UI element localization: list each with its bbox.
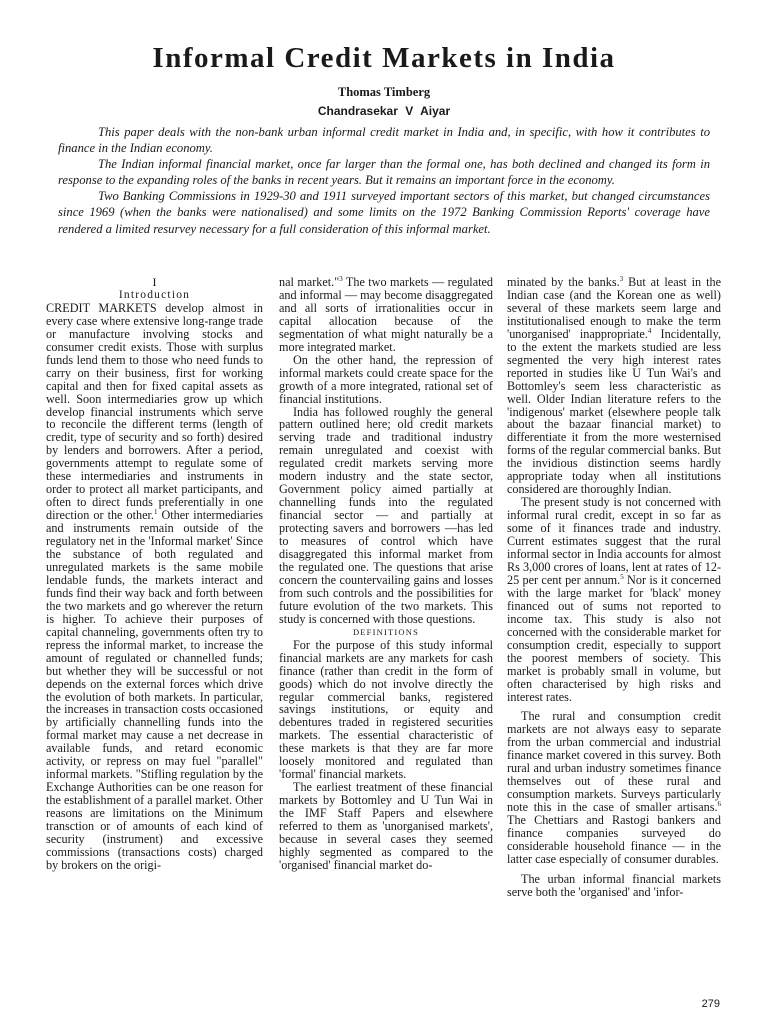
section-number: I xyxy=(152,275,157,289)
abstract xyxy=(58,124,710,237)
abstract-paragraph: The Indian informal financial market, once far larger than the formal one, has both declined and changed its form in response to the expanding roles of the banks in recent years. But it remains an important force in the economy. xyxy=(58,157,710,188)
footnote-marker: 3 xyxy=(339,274,343,283)
footnote-marker: 3 xyxy=(619,274,624,283)
body-paragraph: India has followed roughly the general pattern outlined here; old credit markets serving trade and traditional industry remain unregulated and coexist with regulated credit markets serving more modern industry and the state sector, Government policy aimed partially at channelling funds into the regulated financial sector — and partially at protecting savers and borrowers —has led to measures of control which have disaggregated this informal market from the regulated one. The questions that arise concern the countervailing gains and losses from such controls and the possibilities for future evolution of the two markets. This study is concerned with those questions. xyxy=(279,404,493,626)
author-name: Thomas Timberg xyxy=(337,85,431,99)
body-paragraph: The present study is not concerned with informal rural credit, except in so far as some of it finances trade and industry. Current estimates suggest that the rural informal sector in India accounts for almost Rs 3,000 crores of loans, lent at rates of 12-25 per cent per annum.$^5$ Nor is it concerned with the large market for 'black' money financed out of sums not reported to income tax. This study is also not concerned with the considerable market for consumption credit, especially to support the poorest members of society. This market is probably small in volume, but often characterised by high risks and interest rates. xyxy=(507,495,721,704)
paper-title: Informal Credit Markets in India xyxy=(152,42,616,74)
footnote-marker: 5 xyxy=(620,572,624,581)
abstract-paragraph: Two Banking Commissions in 1929-30 and 1911 surveyed important sectors of this market, but changed circumstances since 1969 (when the banks were nationalised) and some limits on the 1972 Banking Commission Reports' coverage have rendered a limited resurvey necessary for a full consideration of this informal market. xyxy=(58,189,710,236)
section-heading: DEFINITIONS xyxy=(352,626,420,637)
text-column-1 xyxy=(46,276,263,872)
body-paragraph: The rural and consumption credit markets are not always easy to separate from the urban commercial and industrial finance market covered in this survey. Both rural and urban industry sometimes finance themselves out of these rural and consumption markets. Surveys particularly note this in the case of smaller artisans.$^6$ The Chettiars and Rastogi bankers and finance companies surveyed do considerable household finance — in the latter case especially of consumer durables. xyxy=(507,709,721,866)
body-paragraph: nal market."$^3$ The two markets — regulated and informal — may become disaggregated and all sorts of irrationalities occur in capital allocation because of the segmentation of what might naturally be a more integrated market. xyxy=(279,274,493,354)
footnote-marker: 4 xyxy=(647,326,652,335)
author-name: Chandrasekar V Aiyar xyxy=(317,104,451,118)
body-paragraph: For the purpose of this study informal financial markets are any markets for cash finance (rather than credit in the form of goods) which do not involve directly the regular commercial banks, registered savings institutions, or equity and debentures traded in registered securities markets. The essential characteristic of these markets is that they are far more loosely monitored and regulated than 'formal' financial markets. xyxy=(279,637,493,782)
text-column-3 xyxy=(507,276,721,899)
footnote-marker: 1 xyxy=(153,508,158,517)
body-paragraph: CREDIT MARKETS develop almost in every case where extensive long-range trade or manufacture involving stocks and consumer credit exists. Those with surplus funds lend them to those who need funds to carry on their business, first for working capital and then for fixed capital assets as well. Soon intermediaries grow up which develop financial instruments which serve to reconcile the different terms (length of credit, type of security and so forth) desired by lenders and borrowers. After a period, governments attempt to regulate some of these intermediaries and instruments in order to protect all market participants, and often to direct funds preferentially in one direction or the other.$^1$ Other intermediaries and instruments remain outside of the regulatory net in the 'Informal market' Since the substance of both regulated and unregulated markets is the same mobile lendable funds, the markets interact and funds find their way back and forth between the two markets and go wherever the return is higher. To achieve their purposes of capital channeling, governments often try to repress the informal market, to increase the amount of regulated or channelled funds; but whether they will be successful or not depends on the external forces which drive the evolution of both markets. In particular, the increases in transaction costs occasioned by artificially channelling funds into the formal market may cause a net decrease in available funds, and retard economic activity, or repress on may fuel "parallel" informal markets. "Stifling regulation by the Exchange Authorities can be one reason for the establishment of a parallel market. Other reasons are limitations on the Minimum transction or of amounts of each kind of security (instrument) and excessive commissions (transactions costs) charged by brokers on the origi- xyxy=(46,300,263,872)
body-paragraph: On the other hand, the repression of informal markets could create space for the growth of a more integrated, rational set of financial institutions. xyxy=(279,352,493,406)
text-column-2 xyxy=(279,276,493,872)
body-paragraph: minated by the banks.$^3$ But at least in the Indian case (and the Korean one as well) several of these markets seem large and institutionalised enough to make the term 'unorganised' inappropriate.$^4$ Incidentally, to the extent the markets studied are less segmented the very high interest rates reported in studies like U Tun Wai's and Bottomley's seem less characteristic as well. Older Indian literature refers to the 'indigenous' market (elsewhere people talk about the bazaar financial market) to differentiate it from the more westernised forms of the regular commercial banks. But the invidious distinction seems hardly appropriate today when all institutions considered are thoroughly Indian. xyxy=(507,274,721,497)
body-paragraph: The earliest treatment of these financial markets by Bottomley and U Tun Wai in the IMF Staff Papers and elsewhere referred to them as 'unorganised markets', because in several cases they seemed highly segmented as compared to the 'organised' financial market do- xyxy=(279,780,493,872)
page-number: 279 xyxy=(701,998,720,1010)
abstract-paragraph: This paper deals with the non-bank urban informal credit market in India and, in specific, with how it contributes to finance in the Indian economy. xyxy=(58,125,710,156)
section-heading: Introduction xyxy=(118,288,191,301)
body-paragraph: The urban informal financial markets serve both the 'organised' and 'infor- xyxy=(507,871,721,899)
footnote-marker: 6 xyxy=(717,800,721,809)
